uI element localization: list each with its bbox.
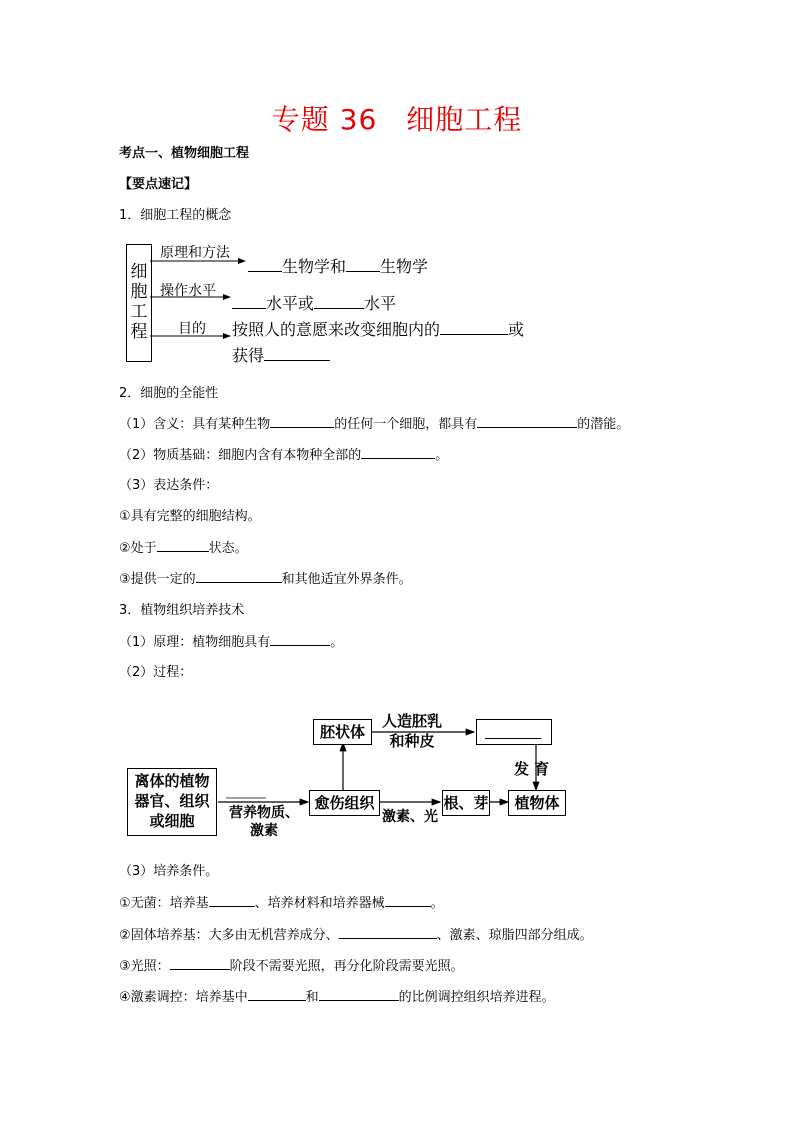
flow-develop-label: 发 育 xyxy=(514,760,550,778)
blank[interactable] xyxy=(264,348,330,361)
blank[interactable] xyxy=(270,633,330,646)
item-2-heading: 2．细胞的全能性 xyxy=(119,386,219,401)
blank[interactable] xyxy=(170,957,230,970)
question-1: （1）含义：具有某种生物 的任何一个细胞，都具有 的潜能。 xyxy=(119,417,630,432)
process-principle: （1）原理：植物细胞具有 。 xyxy=(119,635,344,650)
flow-embryoid-box: 胚状体 xyxy=(313,719,372,745)
blank[interactable] xyxy=(314,296,364,309)
flow-root-bud-box: 根、芽 xyxy=(442,790,490,816)
blank[interactable] xyxy=(385,894,431,907)
flow-nutrient-label: 营养物质、 激素 xyxy=(229,805,299,839)
item-1-heading: 1．细胞工程的概念 xyxy=(119,208,232,223)
concept-side-label: 细 胞 工 程 xyxy=(130,262,148,342)
page-title: 专题 36 细胞工程 xyxy=(271,103,523,136)
blank[interactable] xyxy=(477,415,577,428)
concept-row-2: 水平或 水平 xyxy=(232,291,396,314)
condition-2: ②处于 状态。 xyxy=(119,541,248,556)
question-3: （3）表达条件： xyxy=(119,478,219,493)
process-label: （2）过程： xyxy=(119,665,193,680)
blank[interactable] xyxy=(361,446,435,459)
blank[interactable] xyxy=(157,539,209,552)
condition-sterile: ①无菌：培养基 、培养材料和培养器械 。 xyxy=(119,896,444,911)
blank[interactable] xyxy=(485,726,541,739)
condition-3: ③提供一定的 和其他适宜外界条件。 xyxy=(119,572,412,587)
condition-hormone: ④激素调控：培养基中 和 的比例调控组织培养进程。 xyxy=(119,990,555,1005)
concept-row-1: 生物学和 生物学 xyxy=(248,254,428,277)
flow-start-box: 离体的植物 器官、组织 或细胞 xyxy=(127,768,217,836)
blank[interactable] xyxy=(232,296,266,309)
concept-row-3: 按照人的意愿来改变细胞内的 或 xyxy=(232,320,525,339)
condition-light: ③光照： 阶段不需要光照，再分化阶段需要光照。 xyxy=(119,959,464,974)
flow-blank-box xyxy=(476,719,552,745)
section-heading: 考点一、植物细胞工程 xyxy=(119,146,250,161)
blank[interactable] xyxy=(248,259,282,272)
blank[interactable] xyxy=(270,415,334,428)
blank[interactable] xyxy=(319,988,399,1001)
concept-label-level: 操作水平 xyxy=(160,283,216,299)
flow-callus-box: 愈伤组织 xyxy=(309,790,380,816)
concept-row-4: 获得 xyxy=(232,343,330,366)
item-3-heading: 3．植物组织培养技术 xyxy=(119,603,245,618)
blank[interactable] xyxy=(196,570,282,583)
flow-artificial-label: 人造胚乳 和种皮 xyxy=(381,712,442,750)
culture-conditions-label: （3）培养条件。 xyxy=(119,864,219,879)
condition-1: ①具有完整的细胞结构。 xyxy=(119,509,261,524)
blank[interactable] xyxy=(209,894,255,907)
flow-plant-box: 植物体 xyxy=(508,790,566,816)
concept-label-principle: 原理和方法 xyxy=(160,245,230,261)
flow-hormone-light-label: 激素、光 xyxy=(382,809,438,825)
concept-label-purpose: 目的 xyxy=(178,321,206,337)
blank[interactable] xyxy=(440,322,508,335)
key-points-heading: 【要点速记】 xyxy=(119,177,198,192)
blank[interactable] xyxy=(248,988,306,1001)
blank[interactable] xyxy=(346,259,380,272)
question-2: （2）物质基础：细胞内含有本物种全部的 。 xyxy=(119,448,449,463)
condition-medium: ②固体培养基：大多由无机营养成分、 、激素、琼脂四部分组成。 xyxy=(119,928,593,943)
blank[interactable] xyxy=(339,926,437,939)
